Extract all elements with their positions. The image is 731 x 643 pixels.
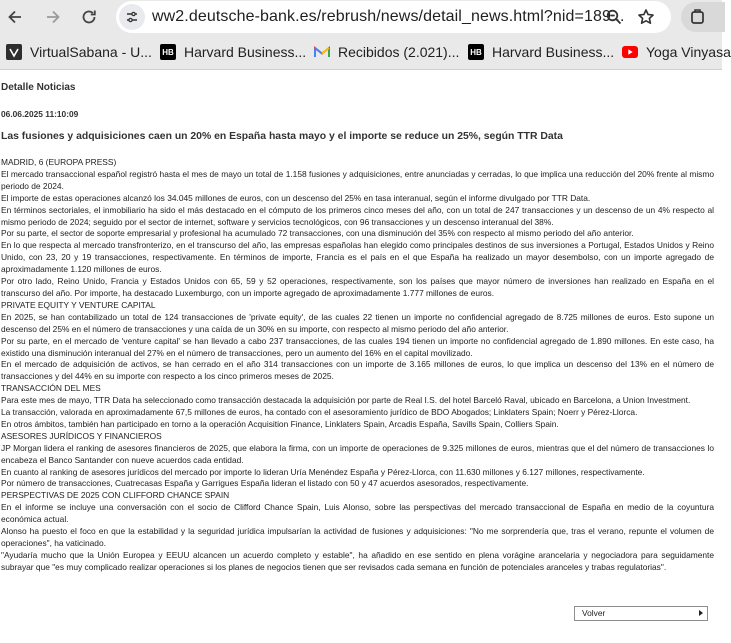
reload-icon[interactable]: [76, 4, 102, 30]
article-paragraph: En cuanto al ranking de asesores jurídicos del mercado por importe lo lideran Uría Menéndez España y Pérez-Llorca, con 11.630 millones y 6.127 millones, respectivamente.: [1, 466, 645, 477]
extensions-icon[interactable]: [681, 2, 725, 32]
page-content: [0, 70, 722, 643]
bookmark-recibidos[interactable]: [314, 43, 459, 61]
bookmark-label: VirtualSabana - U...: [30, 44, 152, 60]
article-paragraph: MADRID, 6 (EUROPA PRESS): [1, 157, 117, 167]
bookmark-harvard-business-2[interactable]: [468, 43, 614, 61]
article-paragraph: El mercado transaccional español registró hasta el mes de mayo un total de 1.158 fusiones y adquisiciones, entre anunciadas y cerradas, lo que implica una reducción del 20% frente al mismo periodo de 2024.: [1, 168, 714, 191]
forward-arrow-icon[interactable]: [40, 4, 66, 30]
article-paragraph: Por número de transacciones, Cuatrecasas España y Garrigues España lideran el listado con 50 y 47 acuerdos asesorados, respectivamente.: [1, 478, 529, 489]
address-bar[interactable]: [116, 1, 671, 33]
site-info-icon[interactable]: [119, 4, 145, 30]
hb-icon: HB: [160, 44, 176, 60]
article-paragraph: En el informe se incluye una conversación con el socio de Clifford Chance Spain, Luis Alonso, sobre las perspectivas del mercado transaccional de España en medio de la coyuntura económica actual.: [1, 502, 714, 525]
youtube-icon: [622, 44, 638, 60]
news-headline: Las fusiones y adquisiciones caen un 20% en España hasta mayo y el importe se reduce un 25%, según TTR Data: [1, 131, 563, 142]
article-paragraph: PRIVATE EQUITY Y VENTURE CAPITAL: [1, 299, 156, 310]
article-paragraph: En términos sectoriales, el inmobiliario ha sido el más destacado en el cómputo de los primeros cinco meses del año, con un total de 247 transacciones y un descenso de un 4% respecto al mismo periodo de 2024; seguido por el sector de internet, software y servicios tecnológicos, con 96 transacciones y un descenso interanual del 38%.: [1, 204, 714, 227]
zoom-icon[interactable]: [604, 7, 624, 27]
article-paragraph: Alonso ha puesto el foco en que la estabilidad y la seguridad jurídica impulsarían la actividad de fusiones y adquisiciones: "No me sorprendería que, tras el verano, repunte el volumen de operaciones", ha vaticinado.: [1, 526, 714, 548]
virtualsabana-icon: [6, 44, 22, 60]
hb-icon: HB: [468, 44, 484, 60]
article-paragraph: El importe de estas operaciones alcanzó los 34.045 millones de euros, con un descenso del 25% en tasa interanual, según el informe divulgado por TTR Data.: [1, 192, 591, 203]
section-title: Detalle Noticias: [1, 82, 76, 93]
news-date: 06.06.2025 11:10:09: [1, 109, 79, 119]
bookmark-label: Harvard Business...: [184, 44, 307, 60]
article-paragraph: La transacción, valorada en aproximadamente 67,5 millones de euros, ha contado con el asesoramiento jurídico de BDO Abogados; Linklaters Spain; Noerr y Pérez-Llorca.: [1, 407, 638, 418]
bookmark-label: Harvard Business...: [492, 44, 615, 60]
bookmark-label: Recibidos (2.021)...: [338, 44, 460, 60]
back-arrow-icon[interactable]: [2, 4, 28, 30]
bookmark-virtualsabana[interactable]: [6, 43, 152, 61]
article-paragraph: Para este mes de mayo, TTR Data ha seleccionado como transacción destacada la adquisición por parte de Real I.S. del hotel Barceló Raval, ubicado en Barcelona, a Union Investment.: [1, 395, 691, 406]
article-paragraph: En 2025, se han contabilizado un total de 124 transacciones de 'private equity', de las cuales 22 tienen un importe no confidencial agregado de 8.725 millones de euros. Esto supone un descenso del 25% en el número de transacciones y una caída de un 30% en su importe, con respecto al mismo periodo del año anterior.: [1, 311, 714, 334]
article-paragraph: ASESORES JURÍDICOS Y FINANCIEROS: [1, 430, 162, 441]
article-paragraph: Por otro lado, Reino Unido, Francia y Estados Unidos con 65, 59 y 52 operaciones, respectivamente, son los países que mayor número de inversiones han realizado en España en el transcurso del año. Por importe, ha destacado Luxemburgo, con un importe agregado de aproximadamente 1.777 millones de euros.: [1, 276, 714, 298]
back-button[interactable]: [574, 606, 708, 621]
article-paragraph: Por su parte, el sector de soporte empresarial y profesional ha acumulado 72 transacciones, con una disminución del 35% con respecto al mismo periodo del año anterior.: [1, 228, 634, 239]
bookmark-label: Yoga Vinyasa: [646, 44, 731, 60]
arrow-right-icon: [699, 610, 703, 616]
article-paragraph: En el mercado de adquisición de activos, se han cerrado en el año 314 transacciones con un importe de 3.165 millones de euros, lo que implica un descenso del 13% en el número de transacciones y del 44% en su importe con respecto a los cinco primeros meses de 2025.: [1, 359, 714, 382]
bookmark-harvard-business-1[interactable]: [160, 43, 306, 61]
news-article-body: [1, 157, 714, 574]
gmail-icon: [314, 44, 330, 60]
back-button-label: Volver: [582, 608, 606, 618]
article-paragraph: JP Morgan lidera el ranking de asesores financieros de 2025, que elabora la firma, con un importe de operaciones de 9.325 millones de euros, mientras que el del número de transacciones lo encabeza el Banco Santander con nueve acuerdos cada entidad.: [1, 442, 714, 465]
browser-toolbar: [0, 0, 722, 34]
url-text[interactable]: ww2.deutsche-bank.es/rebrush/news/detail_news.html?nid=189...: [152, 8, 625, 25]
bookmark-yoga-vinyasa[interactable]: [622, 43, 731, 61]
article-paragraph: En lo que respecta al mercado transfronterizo, en el transcurso del año, las empresas españolas han elegido como principales destinos de sus inversiones a Portugal, Estados Unidos y Reino Unido, con 23, 20 y 19 transacciones, respectivamente. En términos de importe, Francia es el país en el que España ha realizado un mayor desembolso, con un importe agregado de aproximadamente 1.120 millones de euros.: [1, 240, 714, 275]
article-paragraph: PERSPECTIVAS DE 2025 CON CLIFFORD CHANCE SPAIN: [1, 490, 230, 501]
article-paragraph: Por su parte, en el mercado de 'venture capital' se han llevado a cabo 237 transacciones, de las cuales 194 tienen un importe no confidencial agregado de 1.890 millones. En este caso, ha existido una disminución interanual del 27% en el número de transacciones, pero un aumento del 16% en el capital movilizado.: [1, 335, 714, 358]
bookmarks-bar: [0, 34, 731, 70]
article-paragraph: "Ayudaría mucho que la Unión Europea y EEUU alcancen un acuerdo completo y estable", ha añadido en ese sentido en plena vorágine arancelaria y negociadora para seguidamente subrayar que "es muy complicado realizar operaciones si los planes de negocios tienen que ser revisados cada semana en función de potenciales aranceles y trabas regulatorias".: [1, 549, 714, 572]
article-paragraph: TRANSACCIÓN DEL MES: [1, 383, 101, 394]
star-icon[interactable]: [636, 7, 656, 27]
article-paragraph: En otros ámbitos, también han participado en torno a la operación Acquisition Finance, Linklaters Spain, Arcadis España, Savills Spain, Colliers Spain.: [1, 418, 559, 429]
